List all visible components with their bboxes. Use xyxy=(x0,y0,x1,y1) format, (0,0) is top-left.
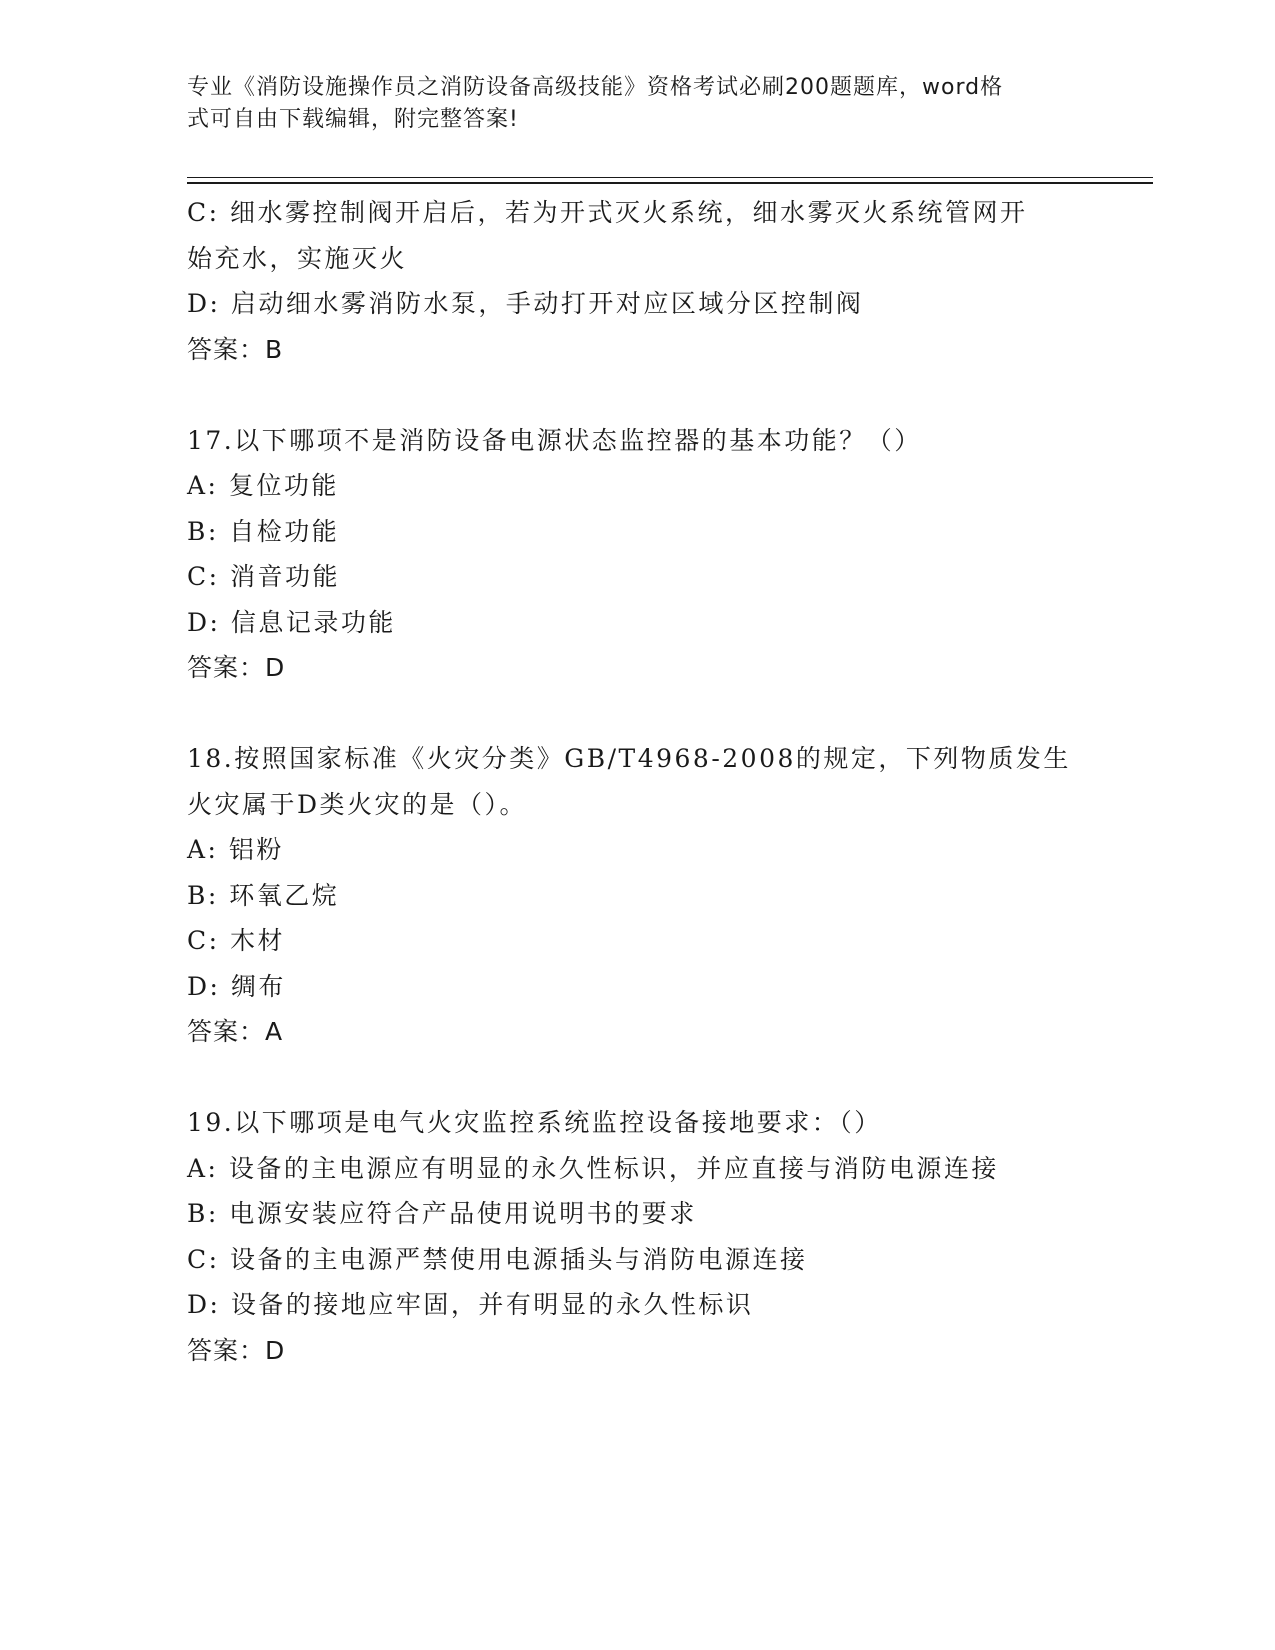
option-d: D: 信息记录功能 xyxy=(187,607,396,637)
question-stem: 18.按照国家标准《火灾分类》GB/T4968-2008的规定，下列物质发生 xyxy=(187,744,1071,773)
option-c-continued: 始充水，实施灭火 xyxy=(187,243,408,273)
prev-question-tail xyxy=(187,190,1087,372)
answer: 答案：D xyxy=(187,1335,286,1365)
answer: 答案：A xyxy=(187,1017,284,1046)
question-stem: 17.以下哪项不是消防设备电源状态监控器的基本功能？（） xyxy=(187,425,922,455)
option-a: A: 复位功能 xyxy=(187,471,339,500)
option-a: A: 铝粉 xyxy=(187,835,284,864)
question-17 xyxy=(187,418,1087,691)
option-c: C: 木材 xyxy=(187,926,285,955)
option-c: C: 消音功能 xyxy=(187,562,340,591)
option-b: B: 电源安装应符合产品使用说明书的要求 xyxy=(187,1199,697,1228)
document-header xyxy=(187,72,1067,136)
question-stem-continued: 火灾属于D类火灾的是（）。 xyxy=(187,789,528,819)
question-list xyxy=(187,190,1087,1373)
header-divider-thick xyxy=(187,182,1153,184)
header-divider-thin xyxy=(187,177,1153,178)
question-stem: 19.以下哪项是电气火灾监控系统监控设备接地要求：（） xyxy=(187,1108,882,1137)
option-c: C: 细水雾控制阀开启后，若为开式灭火系统，细水雾灭火系统管网开 xyxy=(187,198,1028,227)
option-d: D: 启动细水雾消防水泵，手动打开对应区域分区控制阀 xyxy=(187,289,864,318)
option-b: B: 自检功能 xyxy=(187,516,340,546)
option-b: B: 环氧乙烷 xyxy=(187,880,340,910)
option-d: D: 绸布 xyxy=(187,971,286,1001)
option-c: C: 设备的主电源严禁使用电源插头与消防电源连接 xyxy=(187,1244,808,1274)
answer: 答案：B xyxy=(187,334,284,364)
header-line-1: 专业《消防设施操作员之消防设备高级技能》资格考试必刷200题题库，word格 xyxy=(187,75,1004,100)
option-a: A: 设备的主电源应有明显的永久性标识，并应直接与消防电源连接 xyxy=(187,1153,999,1183)
question-18 xyxy=(187,736,1087,1055)
option-d: D: 设备的接地应牢固，并有明显的永久性标识 xyxy=(187,1290,754,1319)
header-line-2: 式可自由下载编辑，附完整答案! xyxy=(187,107,519,132)
question-19 xyxy=(187,1100,1087,1373)
answer: 答案：D xyxy=(187,653,286,682)
